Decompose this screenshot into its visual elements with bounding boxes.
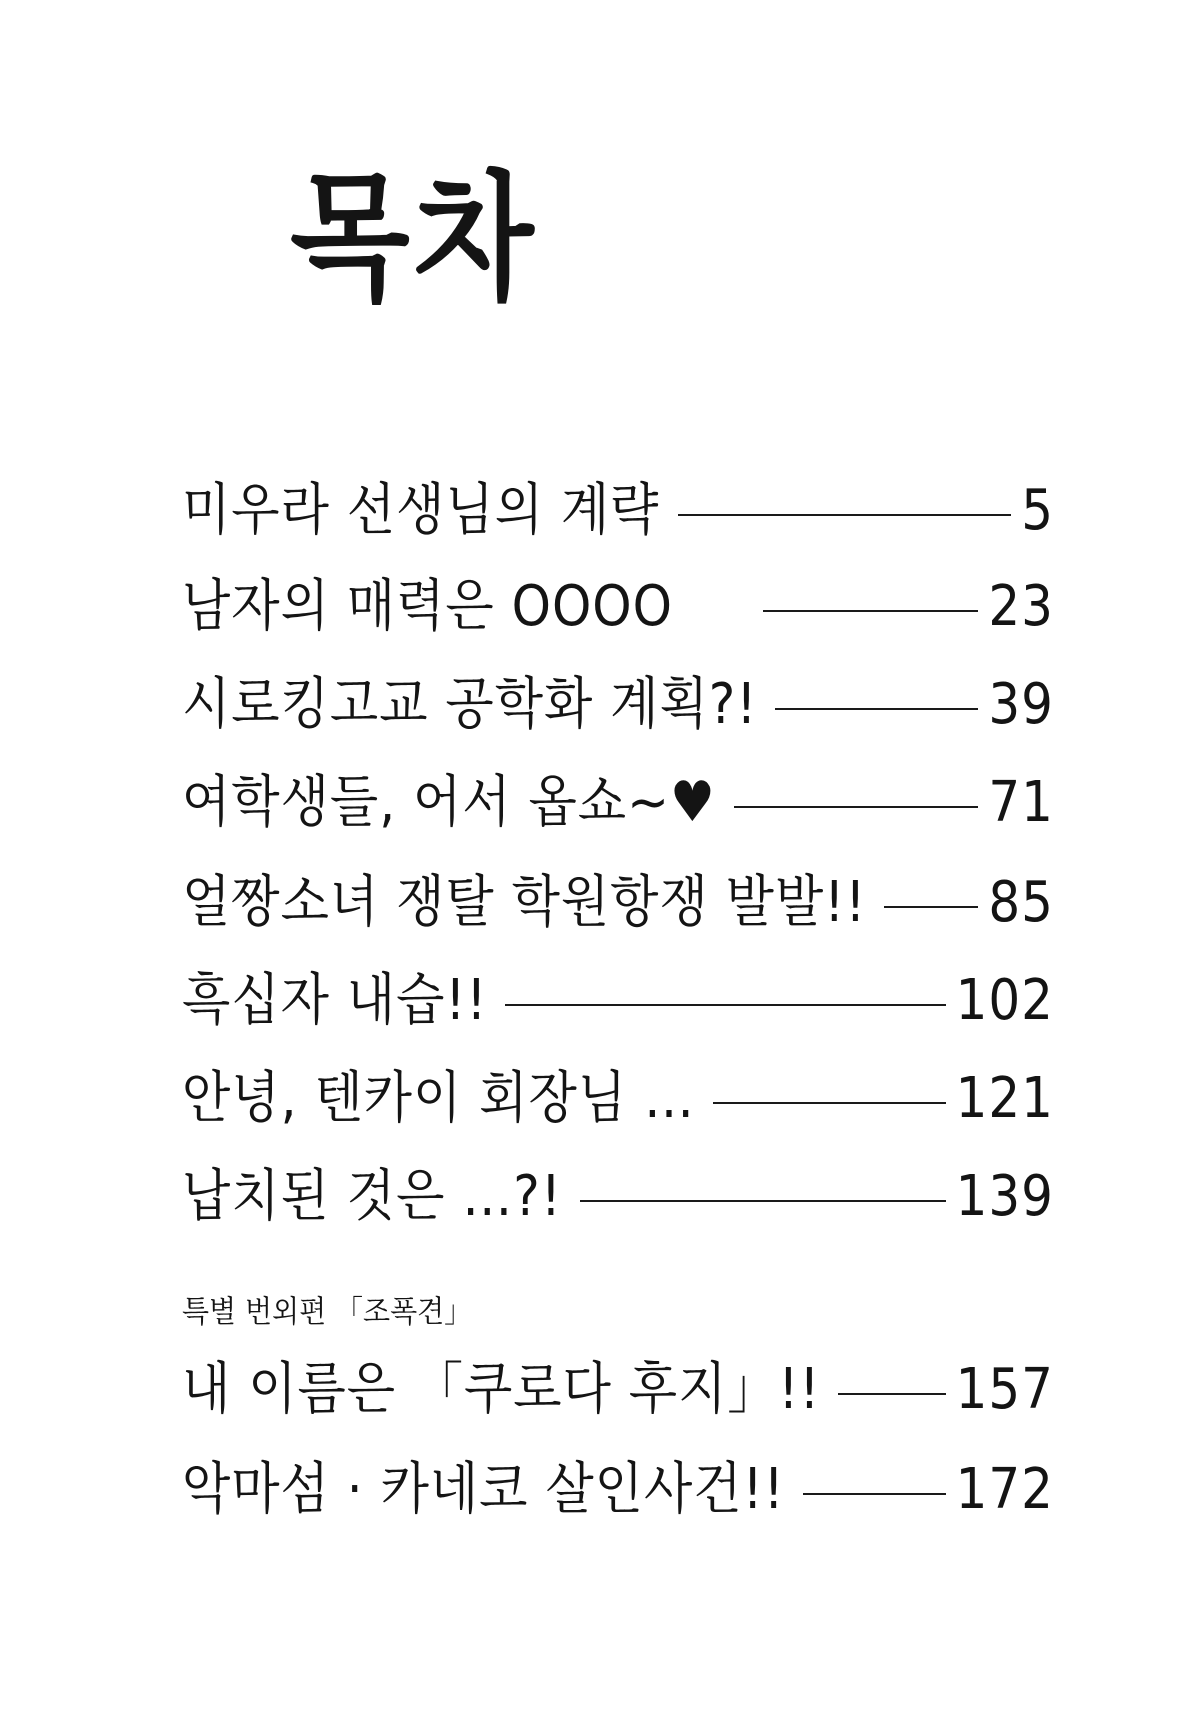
entry-page-number: 157 — [955, 1356, 1054, 1422]
toc-entry — [182, 1063, 1054, 1133]
toc-entry — [182, 571, 1054, 641]
entry-title: 흑십자 내습!! — [182, 967, 488, 1033]
leader-line — [505, 1004, 945, 1006]
toc-entry — [182, 867, 1054, 937]
toc-entry — [182, 965, 1054, 1035]
entry-page-number: 102 — [955, 967, 1054, 1033]
entry-page-number: 71 — [988, 769, 1054, 835]
entry-title: 얼짱소녀 쟁탈 학원항쟁 발발!! — [182, 869, 867, 935]
leader-line — [580, 1200, 946, 1202]
toc-entry — [182, 767, 1054, 837]
entry-title: 미우라 선생님의 계략 — [182, 477, 660, 543]
entry-title: 안녕, 텐카이 회장님 … — [182, 1065, 695, 1131]
toc-entry — [182, 475, 1054, 545]
leader-line — [838, 1393, 945, 1395]
leader-line — [803, 1493, 946, 1495]
entry-page-number: 172 — [955, 1456, 1054, 1522]
entry-page-number: 5 — [1021, 477, 1054, 543]
entry-page-number: 39 — [988, 671, 1054, 737]
entry-title: 내 이름은 「쿠로다 후지」!! — [182, 1356, 821, 1422]
leader-line — [884, 906, 978, 908]
entry-title: 여학생들, 어서 옵쇼~♥ — [182, 769, 716, 835]
toc-entry — [182, 1161, 1054, 1231]
leader-line — [713, 1102, 946, 1104]
toc-entry — [182, 1454, 1054, 1524]
toc-entry — [182, 669, 1054, 739]
toc-entry — [182, 1354, 1054, 1424]
entry-page-number: 23 — [988, 573, 1054, 639]
special-section-label: 특별 번외편 「조폭견」 — [182, 1293, 473, 1330]
page-title: 목차 — [290, 158, 538, 321]
entry-title: 남자의 매력은 OOOO — [182, 573, 674, 639]
entry-page-number: 121 — [955, 1065, 1054, 1131]
leader-line — [678, 514, 1012, 516]
entry-title: 납치된 것은 …?! — [182, 1163, 562, 1229]
leader-line — [775, 708, 978, 710]
entry-title: 악마섬 · 카네코 살인사건!! — [182, 1456, 785, 1522]
leader-line — [734, 806, 979, 808]
entry-page-number: 139 — [955, 1163, 1054, 1229]
entry-title: 시로킹고교 공학화 계획?! — [182, 671, 758, 737]
entry-page-number: 85 — [988, 869, 1054, 935]
leader-line — [763, 610, 978, 612]
